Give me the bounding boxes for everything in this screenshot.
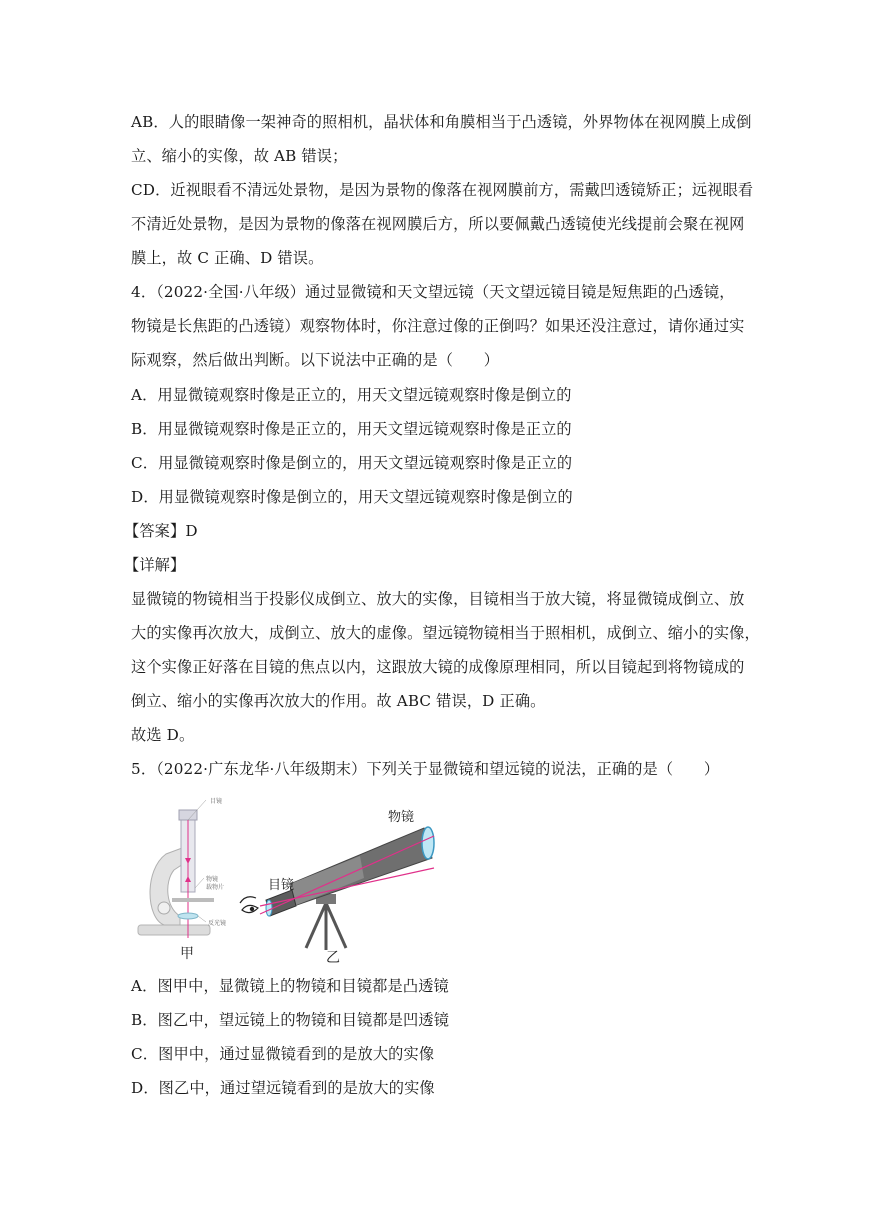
- text-line: 大的实像再次放大，成倒立、放大的虚像。望远镜物镜相当于照相机，成倒立、缩小的实像，: [131, 624, 760, 642]
- text-line: 不清近处景物，是因为景物的像落在视网膜后方，所以要佩戴凸透镜使光线提前会聚在视网: [131, 215, 745, 233]
- text-line: 际观察，然后做出判断。以下说法中正确的是（ ）: [131, 351, 500, 369]
- option-c: C．用显微镜观察时像是倒立的，用天文望远镜观察时像是正立的: [131, 454, 573, 472]
- text-line: 倒立、缩小的实像再次放大的作用。故 ABC 错误，D 正确。: [131, 692, 546, 710]
- mirror-label: 反光镜: [208, 920, 227, 927]
- text-line: CD．近视眼看不清远处景物，是因为景物的像落在视网膜前方，需戴凹透镜矫正；远视眼看: [131, 181, 754, 199]
- figure-yi-caption: 乙: [326, 950, 340, 966]
- option-b: B．用显微镜观察时像是正立的，用天文望远镜观察时像是正立的: [131, 420, 572, 438]
- text-line: AB．人的眼睛像一架神奇的照相机，晶状体和角膜相当于凸透镜，外界物体在视网膜上成倒: [131, 113, 752, 131]
- text-line: 显微镜的物镜相当于投影仪成倒立、放大的实像，目镜相当于放大镜，将显微镜成倒立、放: [131, 590, 745, 608]
- question-4-text: 4．（2022·全国·八年级）通过显微镜和天文望远镜（天文望远镜目镜是短焦距的凸透镜，: [131, 283, 735, 301]
- option-a: A．图甲中，显微镜上的物镜和目镜都是凸透镜: [131, 977, 449, 995]
- text-line: 立、缩小的实像，故 AB 错误；: [131, 147, 348, 165]
- question-5-text: 5．（2022·广东龙华·八年级期末）下列关于显微镜和望远镜的说法，正确的是（ ）: [131, 760, 720, 778]
- option-d: D．用显微镜观察时像是倒立的，用天文望远镜观察时像是倒立的: [131, 488, 573, 506]
- objective-label-telescope: 物镜: [388, 810, 415, 825]
- eyepiece-label-telescope: 目镜: [268, 878, 295, 893]
- answer-label: 【答案】D: [124, 522, 198, 540]
- optics-figure: [136, 798, 436, 966]
- option-c: C．图甲中，通过显微镜看到的是放大的实像: [131, 1045, 435, 1063]
- option-b: B．图乙中，望远镜上的物镜和目镜都是凹透镜: [131, 1011, 450, 1029]
- figure-jia-caption: 甲: [180, 946, 194, 962]
- text-line: 故选 D。: [131, 726, 195, 744]
- text-line: 物镜是长焦距的凸透镜）观察物体时，你注意过像的正倒吗？如果还没注意过，请你通过实: [131, 317, 745, 335]
- option-d: D．图乙中，通过望远镜看到的是放大的实像: [131, 1079, 435, 1097]
- explanation-label: 【详解】: [124, 556, 186, 574]
- text-line: 膜上，故 C 正确、D 错误。: [131, 249, 324, 267]
- text-line: 这个实像正好落在目镜的焦点以内，这跟放大镜的成像原理相同，所以目镜起到将物镜成的: [131, 658, 745, 676]
- eyepiece-label-microscope: 目镜: [210, 798, 223, 805]
- option-a: A．用显微镜观察时像是正立的，用天文望远镜观察时像是倒立的: [131, 386, 572, 404]
- slide-label: 载物片: [206, 884, 225, 891]
- objective-label-microscope: 物镜: [206, 876, 219, 883]
